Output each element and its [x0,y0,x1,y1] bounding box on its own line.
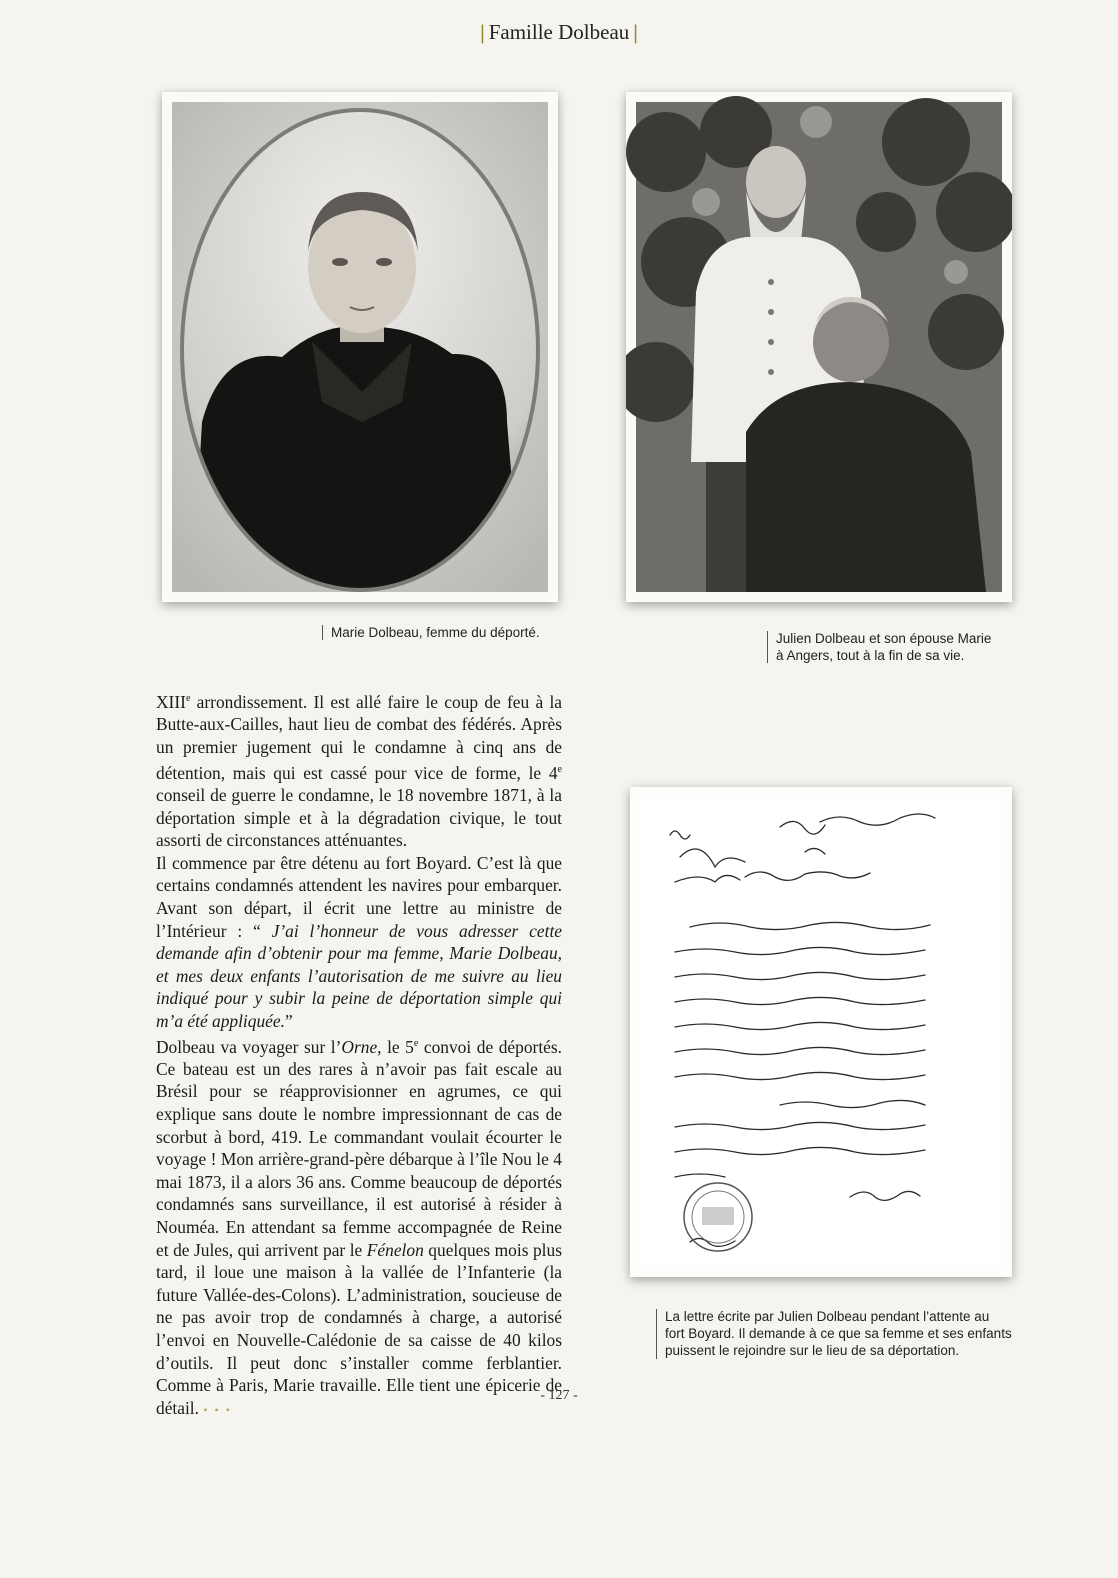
caption-letter-line: puissent le rejoindre sur le lieu de sa déportation. [665,1343,960,1358]
page-number: - 127 - [540,1388,578,1403]
caption-marie [322,624,540,641]
paragraph-1 [156,688,562,852]
running-header [0,20,1118,45]
end-dots: • • • [203,1402,232,1417]
handwritten-letter-image [630,787,1012,1277]
superscript: e [557,763,562,775]
header-title: Famille Dolbeau [488,20,630,44]
article-body [156,688,562,1421]
portrait-photo-marie [162,92,558,602]
caption-couple [767,630,991,664]
text-span: conseil de guerre le condamne, le 18 novembre 1871, à la déportation simple et à la dégradation civique, le tout assorti de circonstances atténuantes. [156,784,562,851]
couple-photo-julien-marie [626,92,1012,602]
ship-name: Orne [341,1036,378,1057]
caption-letter-line: La lettre écrite par Julien Dolbeau pendant l’attente au [665,1309,990,1324]
caption-letter [656,1308,1012,1359]
superscript: e [413,1037,419,1049]
text-span: XIII [156,691,186,712]
caption-bar [322,625,323,640]
text-span: arrondissement. Il est allé faire le coup de feu à la Butte-aux-Cailles, haut lieu de combat des fédérés. Après un premier jugement qui le condamne à cinq ans de détention, mais qui est cassé pour vice de forme, le 4 [156,691,562,783]
caption-bar [656,1309,657,1359]
text-span: ” [284,1010,293,1031]
portrait-photo-image [162,92,558,602]
couple-photo-image [626,92,1012,602]
caption-letter-line: fort Boyard. Il demande à ce que sa femme et ses enfants [665,1326,1012,1341]
text-span: Dolbeau va voyager sur l’ [156,1036,342,1057]
superscript: e [185,693,191,704]
text-span: Il commence par être détenu au fort Boyard. C’est là que certains condamnés attendent les navires pour embarquer. Avant son départ, il écrit une lettre au ministre de l’Intérieur : “ [156,852,562,941]
caption-couple-line: à Angers, tout à la fin de sa vie. [776,648,965,663]
ship-name: Fénelon [366,1239,424,1260]
header-bar-right: | [633,20,638,44]
paragraph-2 [156,852,562,1033]
caption-marie-text: Marie Dolbeau, femme du déporté. [331,625,540,640]
caption-couple-line: Julien Dolbeau et son épouse Marie [776,631,992,646]
text-span: , le 5 [377,1036,414,1057]
handwritten-letter [630,787,1012,1277]
letter-quote: J’ai l’honneur de vous adresser cette demande afin d’obtenir pour ma femme, Marie Dolbeau, et mes deux enfants l’autorisation de me suivre au lieu indiqué pour y subir la peine de déportation simple qui m’a été appliquée. [156,920,562,1031]
caption-bar [767,631,768,663]
text-span: convoi de déportés. Ce bateau est un des rares à n’avoir pas fait escale au Brésil pour se réapprovisionner en agrumes, ce qui explique sans doute le nombre impressionnant de cas de scorbut à bord, 419. Le commandant voulait écourter le voyage ! Mon arrière-grand-père débarque à l’île Nou le 4 mai 1873, il a alors 36 ans. Comme beaucoup de déportés condamnés sans surveillance, il est autorisé à résider à Nouméa. En attendant sa femme accompagnée de Reine et de Jules, qui arrivent par le [156,1036,562,1260]
header-bar-left: | [480,20,485,44]
paragraph-3 [156,1033,562,1422]
text-span: quelques mois plus tard, il loue une maison à la vallée de l’Infanterie (la future Vallée-des-Colons). L’administration, soucieuse de ne pas avoir trop de condamnés à charge, a autorisé l’envoi en Nouvelle-Calédonie de sa caisse de 40 kilos d’outils. Il peut donc s’installer comme ferblantier. Comme à Paris, Marie travaille. Elle tient une épicerie de détail. [156,1239,562,1418]
